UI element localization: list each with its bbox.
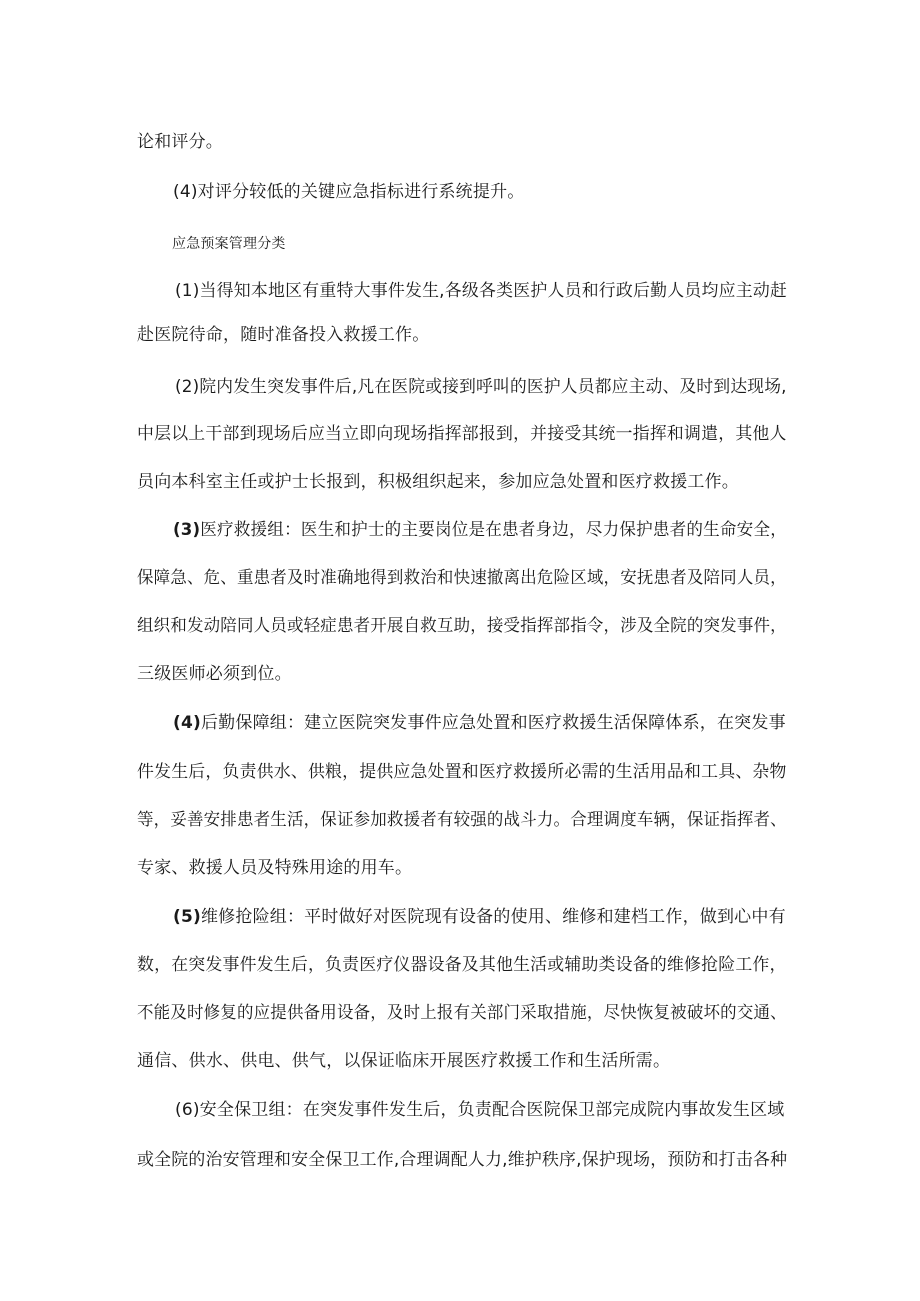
text-line: 或全院的治安管理和安全保卫工作,合理调配人力,维护秩序,保护现场，预防和打击各种 [137,1150,788,1170]
text-line: (2)院内发生突发事件后,凡在医院或接到呼叫的医护人员都应主动、及时到达现场, [175,377,787,397]
text-line: (6)安全保卫组：在突发事件发生后，负责配合医院保卫部完成院内事故发生区域 [175,1100,785,1120]
text-line: (1)当得知本地区有重特大事件发生,各级各类医护人员和行政后勤人员均应主动赶 [175,281,788,301]
text-line: 保障急、危、重患者及时准确地得到救治和快速撤离出危险区域，安抚患者及陪同人员， [137,568,787,588]
text-line: 不能及时修复的应提供备用设备，及时上报有关部门采取措施，尽快恢复被破坏的交通、 [137,1003,787,1023]
text-line: 专家、救援人员及特殊用途的用车。 [137,858,413,878]
text-line [173,518,787,542]
text-line: 赴医院待命，随时准备投入救援工作。 [137,325,430,345]
text-line: 三级医师必须到位。 [137,664,292,684]
text-line: 组织和发动陪同人员或轻症患者开展自救互助，接受指挥部指令，涉及全院的突发事件， [137,616,787,636]
text-line [173,905,786,929]
text-line: 论和评分。 [137,132,223,152]
item-text: 后勤保障组：建立医院突发事件应急处置和医疗救援生活保障体系，在突发事 [200,713,786,733]
text-line [173,711,786,735]
text-line: 中层以上干部到现场后应当立即向现场指挥部报到，并接受其统一指挥和调遣，其他人 [137,424,787,444]
item-number: (3) [173,520,201,540]
text-line: 通信、供水、供电、供气，以保证临床开展医疗救援工作和生活所需。 [137,1051,671,1071]
item-number: (4) [173,713,201,733]
item-text: 维修抢险组：平时做好对医院现有设备的使用、维修和建档工作，做到心中有 [200,907,786,927]
text-line: 数，在突发事件发生后，负责医疗仪器设备及其他生活或辅助类设备的维修抢险工作， [137,955,787,975]
text-line: (4)对评分较低的关键应急指标进行系统提升。 [173,182,525,202]
text-line: 员向本科室主任或护士长报到，积极组织起来，参加应急处置和医疗救援工作。 [137,472,739,492]
item-text: 医疗救援组：医生和护士的主要岗位是在患者身边，尽力保护患者的生命安全， [200,520,787,540]
item-number: (5) [173,907,201,927]
text-line: 件发生后，负责供水、供粮，提供应急处置和医疗救援所必需的生活用品和工具、杂物 [137,762,787,782]
text-line: 等，妥善安排患者生活，保证参加救援者有较强的战斗力。合理调度车辆，保证指挥者、 [137,810,787,830]
section-heading: 应急预案管理分类 [172,236,286,252]
